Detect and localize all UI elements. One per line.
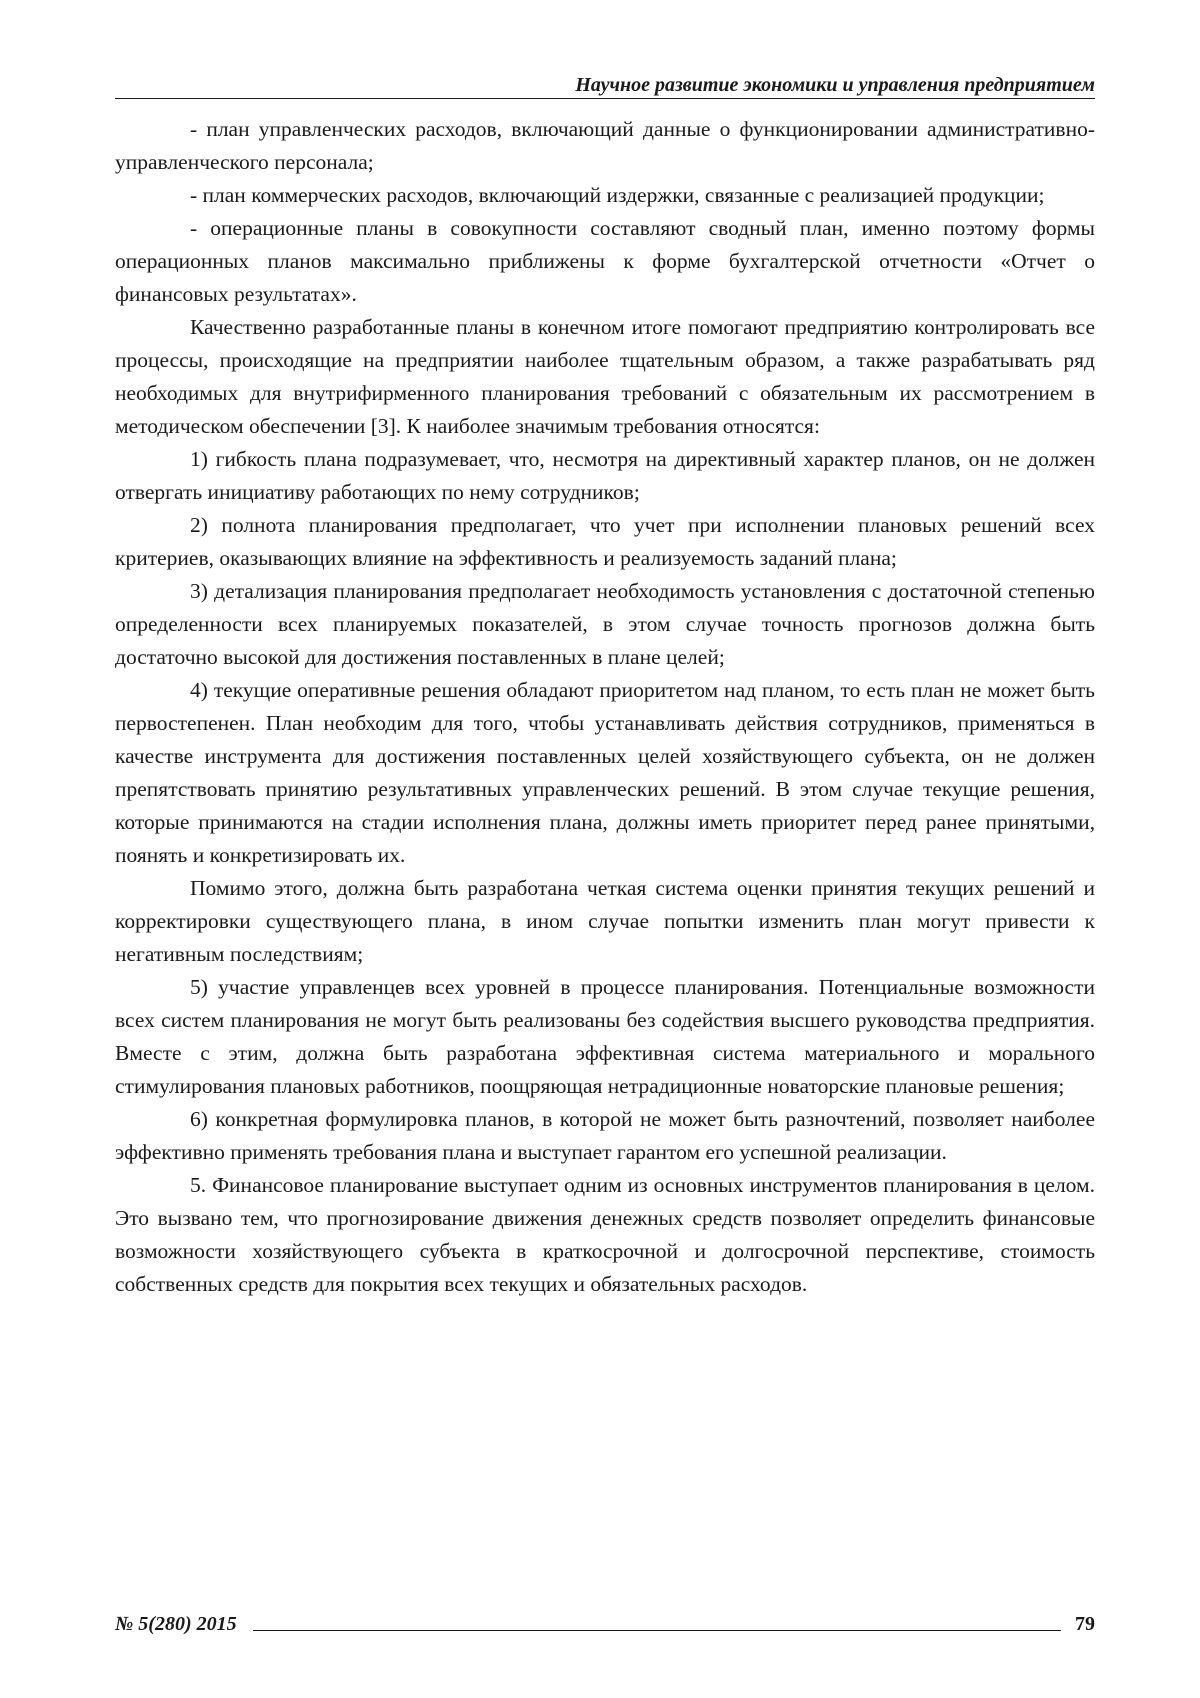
issue-number: № 5(280) 2015 <box>115 1613 237 1636</box>
paragraph-2: - план коммерческих расходов, включающий издержки, связанные с реализацией продукции; <box>115 179 1095 212</box>
page-number: 79 <box>1075 1613 1095 1636</box>
footer-rule <box>253 1630 1061 1631</box>
body-text <box>115 113 1095 1301</box>
paragraph-5: 1) гибкость плана подразумевает, что, несмотря на директивный характер планов, он не должен отвергать инициативу работающих по нему сотрудников; <box>115 443 1095 509</box>
paragraph-10: 5) участие управленцев всех уровней в процессе планирования. Потенциальные возможности всех систем планирования не могут быть реализованы без содействия высшего руководства предприятия. Вместе с этим, должна быть разработана эффективная система материального и морального стимулирования плановых работников, поощряющая нетрадиционные новаторские плановые решения; <box>115 971 1095 1103</box>
document-page <box>115 0 1095 1698</box>
paragraph-12: 5. Финансовое планирование выступает одним из основных инструментов планирования в целом. Это вызвано тем, что прогнозирование движения денежных средств позволяет определить финансовые возможности хозяйствующего субъекта в краткосрочной и долгосрочной перспективе, стоимость собственных средств для покрытия всех текущих и обязательных расходов. <box>115 1169 1095 1301</box>
running-header <box>115 74 1095 99</box>
paragraph-11: 6) конкретная формулировка планов, в которой не может быть разночтений, позволяет наиболее эффективно применять требования плана и выступает гарантом его успешной реализации. <box>115 1103 1095 1169</box>
paragraph-3: - операционные планы в совокупности составляют сводный план, именно поэтому формы операционных планов максимально приближены к форме бухгалтерской отчетности «Отчет о финансовых результатах». <box>115 212 1095 311</box>
running-footer <box>115 1610 1095 1636</box>
paragraph-8: 4) текущие оперативные решения обладают приоритетом над планом, то есть план не может быть первостепенен. План необходим для того, чтобы устанавливать действия сотрудников, применяться в качестве инструмента для достижения поставленных целей хозяйствующего субъекта, он не должен препятствовать принятию результативных управленческих решений. В этом случае текущие решения, которые принимаются на стадии исполнения плана, должны иметь приоритет перед ранее принятыми, поянять и конкретизировать их. <box>115 674 1095 872</box>
journal-title: Научное развитие экономики и управления предприятием <box>575 74 1095 96</box>
paragraph-9: Помимо этого, должна быть разработана четкая система оценки принятия текущих решений и корректировки существующего плана, в ином случае попытки изменить план могут привести к негативным последствиям; <box>115 872 1095 971</box>
paragraph-1: - план управленческих расходов, включающий данные о функционировании административно-управленческого персонала; <box>115 113 1095 179</box>
paragraph-7: 3) детализация планирования предполагает необходимость установления с достаточной степенью определенности всех планируемых показателей, в этом случае точность прогнозов должна быть достаточно высокой для достижения поставленных в плане целей; <box>115 575 1095 674</box>
paragraph-6: 2) полнота планирования предполагает, что учет при исполнении плановых решений всех критериев, оказывающих влияние на эффективность и реализуемость заданий плана; <box>115 509 1095 575</box>
paragraph-4: Качественно разработанные планы в конечном итоге помогают предприятию контролировать все процессы, происходящие на предприятии наиболее тщательным образом, а также разрабатывать ряд необходимых для внутрифирменного планирования требований с обязательным их рассмотрением в методическом обеспечении [3]. К наиболее значимым требования относятся: <box>115 311 1095 443</box>
